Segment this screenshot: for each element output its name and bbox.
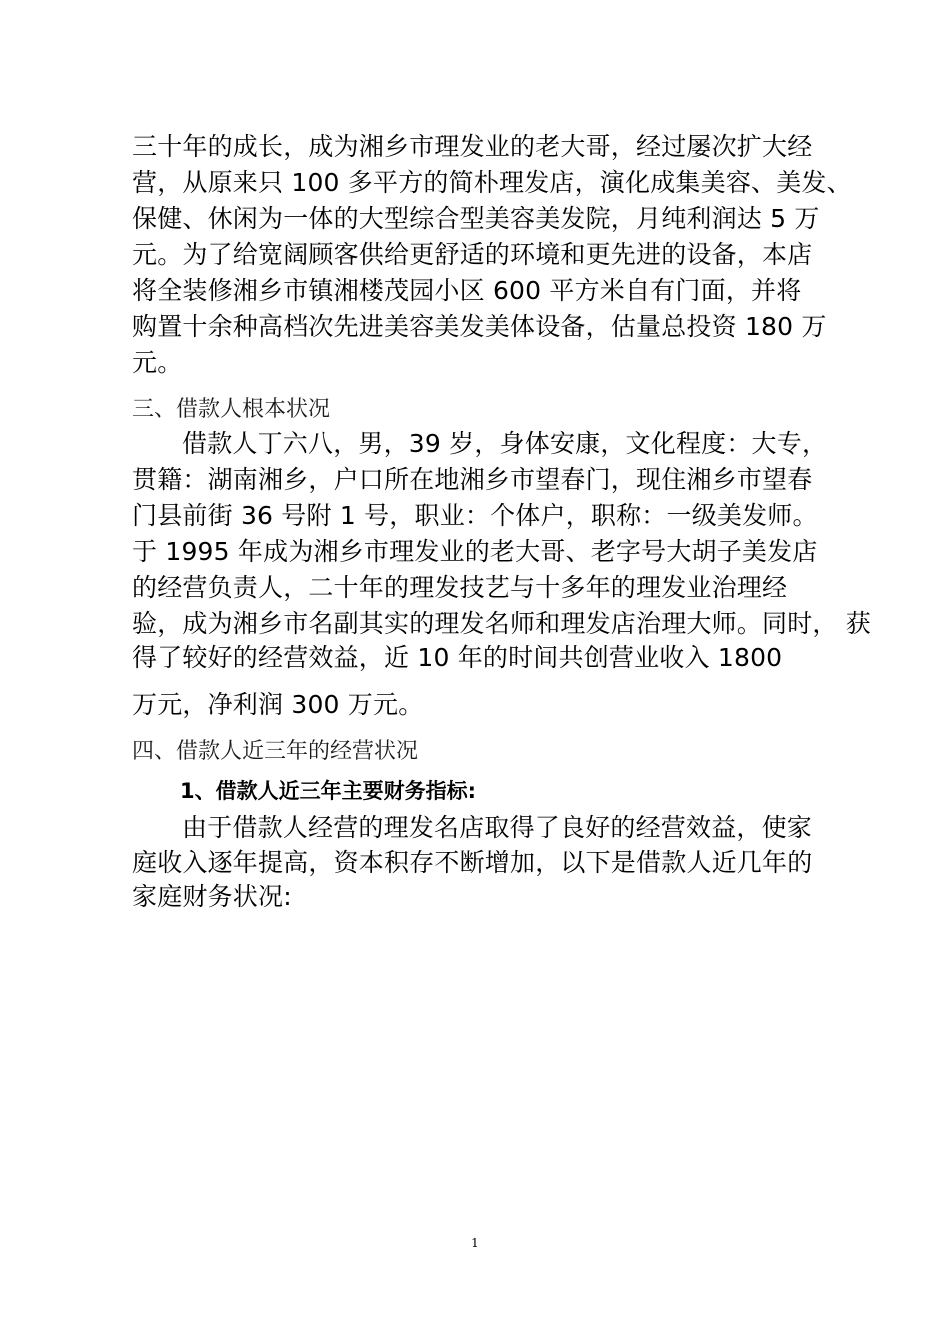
- paragraph-line: 将全装修湘乡市镇湘楼茂园小区 600 平方米自有门面，并将: [132, 276, 802, 305]
- section-heading: 四、借款人近三年的经营状况: [132, 739, 419, 764]
- paragraph-line: 家庭财务状况:: [132, 882, 292, 911]
- page-number: 1: [471, 1236, 479, 1250]
- paragraph-line: 万元，净利润 300 万元。: [132, 690, 424, 719]
- subsection-heading: 1、借款人近三年主要财务指标:: [180, 779, 477, 803]
- paragraph-line: 的经营负责人，二十年的理发技艺与十多年的理发业治理经: [132, 573, 788, 602]
- paragraph-line: 购置十余种高档次先进美容美发美体设备，估量总投资 180 万: [132, 312, 827, 341]
- paragraph-line: 庭收入逐年提高，资本积存不断增加，以下是借款人近几年的: [132, 848, 813, 877]
- paragraph-line: 于 1995 年成为湘乡市理发业的老大哥、老字号大胡子美发店: [132, 537, 818, 566]
- paragraph-line: 元。: [132, 348, 183, 377]
- paragraph-line: 营，从原来只 100 多平方的简朴理发店，演化成集美容、美发、: [132, 168, 852, 197]
- paragraph-line: 保健、休闲为一体的大型综合型美容美发院，月纯利润达 5 万: [132, 204, 820, 233]
- paragraph-line: 贯籍：湖南湘乡，户口所在地湘乡市望春门，现住湘乡市望春: [132, 465, 813, 494]
- paragraph-line: 验，成为湘乡市名副其实的理发名师和理发店治理大师。同时， 获: [132, 609, 871, 638]
- section-heading: 三、借款人根本状况: [132, 397, 331, 422]
- paragraph-line: 门县前街 36 号附 1 号，职业：个体户，职称：一级美发师。: [132, 501, 818, 530]
- paragraph-line: 三十年的成长，成为湘乡市理发业的老大哥，经过屡次扩大经: [132, 132, 813, 161]
- paragraph-line: 元。为了给宽阔顾客供给更舒适的环境和更先进的设备，本店: [132, 240, 813, 269]
- paragraph-line: 得了较好的经营效益，近 10 年的时间共创营业收入 1800: [132, 643, 783, 672]
- paragraph-line: 借款人丁六八，男，39 岁，身体安康，文化程度：大专，: [182, 429, 828, 458]
- paragraph-line: 由于借款人经营的理发名店取得了良好的经营效益，使家: [182, 813, 813, 842]
